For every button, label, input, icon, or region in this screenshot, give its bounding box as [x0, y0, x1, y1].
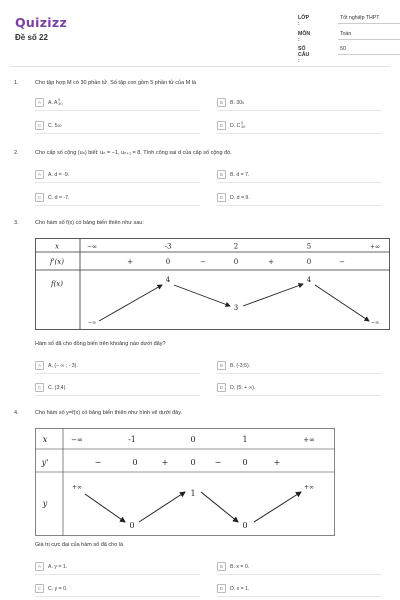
- q2-option-d[interactable]: D D. d = 9.: [217, 193, 250, 202]
- svg-text:−: −: [200, 258, 206, 266]
- q3-option-c[interactable]: C C. (3;4).: [35, 383, 67, 392]
- svg-text:+: +: [161, 458, 169, 467]
- svg-text:−: −: [339, 258, 345, 266]
- q1-option-a[interactable]: A A. A 5 30: [35, 98, 63, 107]
- svg-text:4: 4: [165, 276, 171, 284]
- meta-count-value: 50: [340, 46, 346, 52]
- q4-option-c[interactable]: C C. y = 0.: [35, 584, 67, 593]
- svg-text:+: +: [273, 458, 281, 467]
- q1-option-b[interactable]: B B. 30 5: [217, 98, 244, 107]
- svg-text:0: 0: [129, 521, 135, 530]
- svg-text:+: +: [268, 258, 274, 266]
- svg-text:-3: -3: [164, 242, 172, 251]
- q4-option-b[interactable]: B B. x = 0.: [217, 562, 249, 571]
- q2-text: Cho cấp số cộng (uₙ) biết: uₙ = −1, uₙ₊₁ = 8. Tính công sai d của cấp số cộng đó.: [35, 150, 232, 156]
- q2-number: 2.: [14, 150, 19, 156]
- svg-text:0: 0: [132, 458, 138, 467]
- q1-number: 1.: [14, 80, 19, 86]
- svg-text:3: 3: [233, 304, 239, 312]
- svg-text:1: 1: [242, 435, 248, 444]
- q3-x-label: x: [55, 242, 59, 251]
- q4-variation-table: [35, 428, 335, 536]
- svg-text:0: 0: [306, 258, 312, 266]
- q4-option-d[interactable]: D D. x = 1.: [217, 584, 249, 593]
- svg-text:0: 0: [190, 435, 196, 444]
- svg-text:−∞: −∞: [87, 320, 97, 326]
- q3-f-label: f(x): [50, 280, 64, 288]
- svg-text:-1: -1: [128, 435, 136, 444]
- q1-option-c[interactable]: C C. 5 30: [35, 121, 62, 130]
- svg-text:−∞: −∞: [370, 320, 380, 326]
- q1-option-c-key: C: [35, 121, 44, 130]
- q3-text: Cho hàm số f(x) có bảng biến thiên như sau:: [35, 220, 144, 226]
- q3-fp-label: f'(x): [50, 258, 64, 266]
- q2-option-a[interactable]: A A. d = -9.: [35, 170, 69, 179]
- q1-option-a-key: A: [35, 98, 44, 107]
- q1-option-d-key: D: [217, 121, 226, 130]
- q3-option-b[interactable]: B B. (-3;5).: [217, 361, 250, 370]
- q4-y-label: y: [42, 499, 48, 508]
- meta-count-label: SỐ CÂU :: [298, 46, 310, 64]
- svg-text:0: 0: [165, 258, 171, 266]
- q3-option-a[interactable]: A A. (− ∞ ; - 3).: [35, 361, 78, 370]
- svg-text:0: 0: [242, 458, 248, 467]
- q2-option-c[interactable]: C C. d = -7.: [35, 193, 69, 202]
- q3-variation-table: [35, 238, 390, 330]
- quizizz-logo: Quizizz: [15, 15, 68, 30]
- q1-option-b-key: B: [217, 98, 226, 107]
- q2-option-b[interactable]: B B. d = 7.: [217, 170, 249, 179]
- svg-text:+∞: +∞: [303, 484, 315, 491]
- svg-text:2: 2: [233, 242, 239, 251]
- svg-text:0: 0: [242, 521, 248, 530]
- exam-title: Đề số 22: [15, 33, 48, 42]
- q4-number: 4.: [14, 410, 19, 416]
- meta-class-label: LỚP :: [298, 15, 309, 27]
- q4-yp-label: y': [41, 458, 49, 467]
- meta-subject-value: Toán: [340, 31, 352, 37]
- q3-followup: Hàm số đã cho đồng biến trên khoảng nào dưới đây?: [35, 341, 166, 347]
- svg-text:0: 0: [190, 458, 196, 467]
- svg-text:−∞: −∞: [86, 243, 98, 251]
- meta-subject-label: MÔN :: [298, 31, 311, 43]
- svg-text:4: 4: [306, 276, 312, 284]
- svg-text:+∞: +∞: [71, 484, 83, 491]
- q1-text: Cho tập hợp M có 30 phần tử. Số tập con gồm 5 phần tử của M là: [35, 80, 197, 86]
- svg-text:+∞: +∞: [303, 436, 315, 444]
- q4-followup: Giá trị cực đại của hàm số đã cho là: [35, 542, 124, 548]
- q3-option-d[interactable]: D D. (5; + ∞).: [217, 383, 255, 392]
- svg-text:−: −: [94, 458, 102, 467]
- svg-text:5: 5: [306, 242, 312, 251]
- q4-option-a[interactable]: A A. y = 1.: [35, 562, 67, 571]
- q1-option-d[interactable]: D D. C 5 30: [217, 121, 245, 130]
- q4-x-label: x: [42, 435, 48, 444]
- svg-text:−∞: −∞: [71, 436, 83, 444]
- svg-text:+∞: +∞: [369, 243, 381, 251]
- meta-class-value: Tốt nghiệp THPT: [340, 15, 380, 21]
- q4-text: Cho hàm số y=f(x) có bảng biến thiên như hình vẽ dưới đây.: [35, 410, 183, 416]
- q3-number: 3.: [14, 220, 19, 226]
- svg-text:−: −: [214, 458, 222, 467]
- header-divider: [10, 66, 390, 67]
- svg-text:1: 1: [190, 489, 196, 498]
- svg-text:0: 0: [233, 258, 239, 266]
- svg-text:+: +: [127, 258, 133, 266]
